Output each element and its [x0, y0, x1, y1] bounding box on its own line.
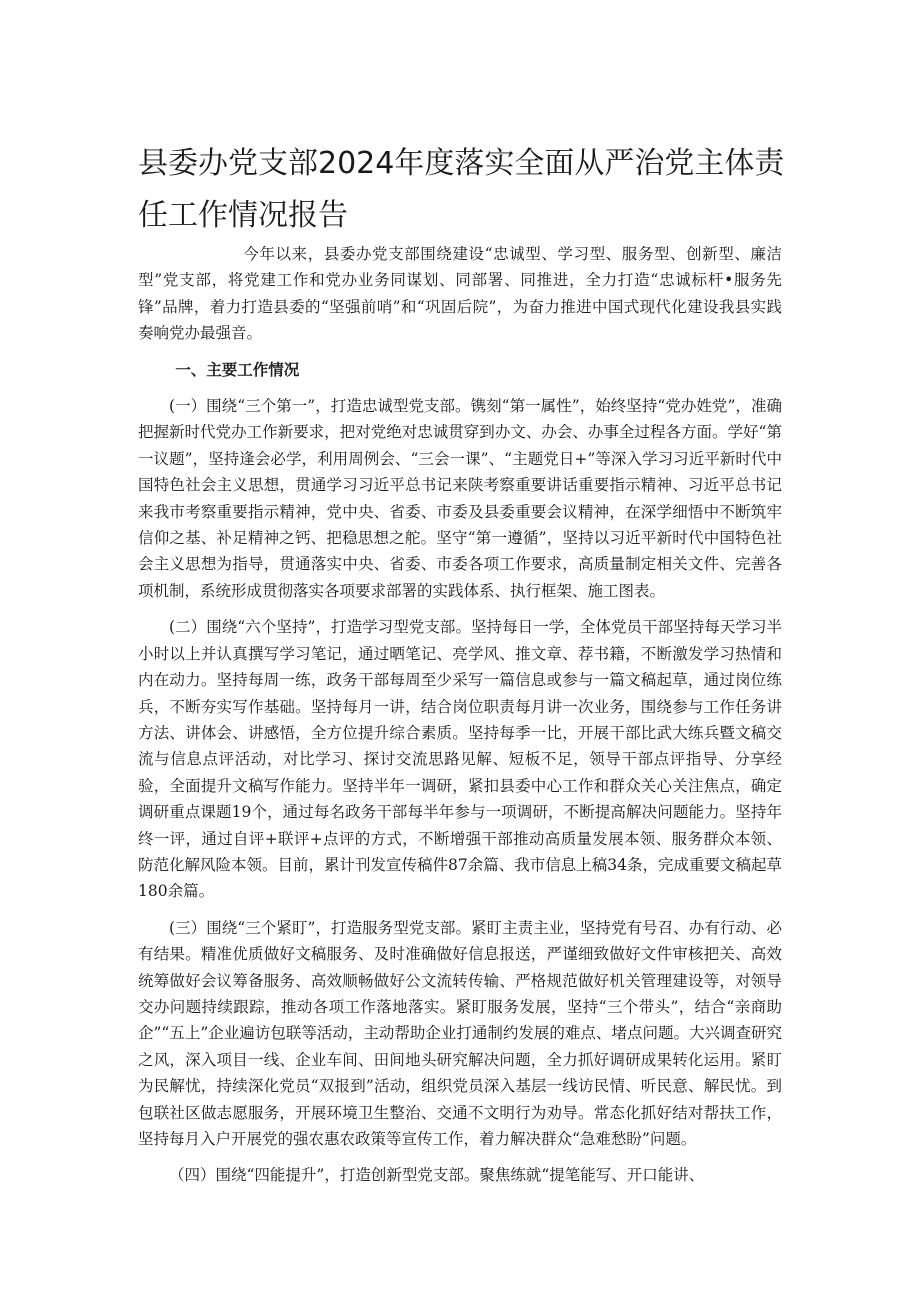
- paragraph-2: (二）围绕“六个坚持”，打造学习型党支部。坚持每日一学，全体党员干部坚持每天学习半小时以上并认真撰写学习笔记，通过晒笔记、亮学风、推文章、荐书籍，不断激发学习热情和内在动力。坚持每周一练，政务干部每周至少采写一篇信息或参与一篇文稿起草，通过岗位练兵，不断夯实写作基础。坚持每月一讲，结合岗位职责每月讲一次业务，围绕参与工作任务讲方法、讲体会、讲感悟，全方位提升综合素质。坚持每季一比，开展干部比武大练兵暨文稿交流与信息点评活动，对比学习、探讨交流思路见解、短板不足，领导干部点评指导、分享经验，全面提升文稿写作能力。坚持半年一调研，紧扣县委中心工作和群众关心关注焦点，确定调研重点课题19个，通过每名政务干部每半年参与一项调研，不断提高解决问题能力。坚持年终一评，通过自评+联评+点评的方式，不断增强干部推动高质量发展本领、服务群众本领、防范化解风险本领。目前，累计刊发宣传稿件87余篇、我市信息上稿34条，完成重要文稿起草180余篇。: [138, 618, 782, 901]
- paragraph-4: （四）围绕“四能提升”，打造创新型党支部。聚焦练就“提笔能写、开口能讲、: [169, 1166, 705, 1185]
- section-heading: 一、主要工作情况: [175, 360, 300, 379]
- document-title: 县委办党支部2024年度落实全面从严治党主体责任工作情况报告: [138, 146, 785, 233]
- document-body: [138, 241, 782, 1189]
- intro-paragraph: 今年以来，县委办党支部围绕建设“忠诚型、学习型、服务型、创新型、廉洁型”党支部，将党建工作和党办业务同谋划、同部署、同推进，全力打造“忠诚标杆•服务先锋”品牌，着力打造县委的“坚强前哨”和“巩固后院”，为奋力推进中国式现代化建设我县实践奏响党办最强音。: [138, 245, 782, 343]
- paragraph-1: (一）围绕“三个第一”，打造忠诚型党支部。镌刻“第一属性”，始终坚持“党办姓党”，准确把握新时代党办工作新要求，把对党绝对忠诚贯穿到办文、办会、办事全过程各方面。学好“第一议题”，坚持逢会必学，利用周例会、“三会一课”、“主题党日+”等深入学习习近平新时代中国特色社会主义思想，贯通学习习近平总书记来陕考察重要讲话重要指示精神、习近平总书记来我市考察重要指示精神，党中央、省委、市委及县委重要会议精神，在深学细悟中不断筑牢信仰之基、补足精神之钙、把稳思想之舵。坚守“第一遵循”，坚持以习近平新时代中国特色社会主义思想为指导，贯通落实中央、省委、市委各项工作要求，高质量制定相关文件、完善各项机制，系统形成贯彻落实各项要求部署的实践体系、执行框架、施工图表。: [138, 397, 782, 600]
- paragraph-3: (三）围绕“三个紧盯”，打造服务型党支部。紧盯主责主业，坚持党有号召、办有行动、必有结果。精准优质做好文稿服务、及时准确做好信息报送，严谨细致做好文件审核把关、高效统筹做好会议筹备服务、高效顺畅做好公文流转传输、严格规范做好机关管理建设等，对领导交办问题持续跟踪，推动各项工作落地落实。紧盯服务发展，坚持“三个带头”，结合“亲商助企”“五上”企业遍访包联等活动，主动帮助企业打通制约发展的难点、堵点问题。大兴调查研究之风，深入项目一线、企业车间、田间地头研究解决问题，全力抓好调研成果转化运用。紧盯为民解忧，持续深化党员“双报到”活动，组织党员深入基层一线访民情、听民意、解民忧。到包联社区做志愿服务，开展环境卫生整治、交通不文明行为劝导。常态化抓好结对帮扶工作，坚持每月入户开展党的强农惠农政策等宣传工作，着力解决群众“急难愁盼”问题。: [138, 918, 782, 1148]
